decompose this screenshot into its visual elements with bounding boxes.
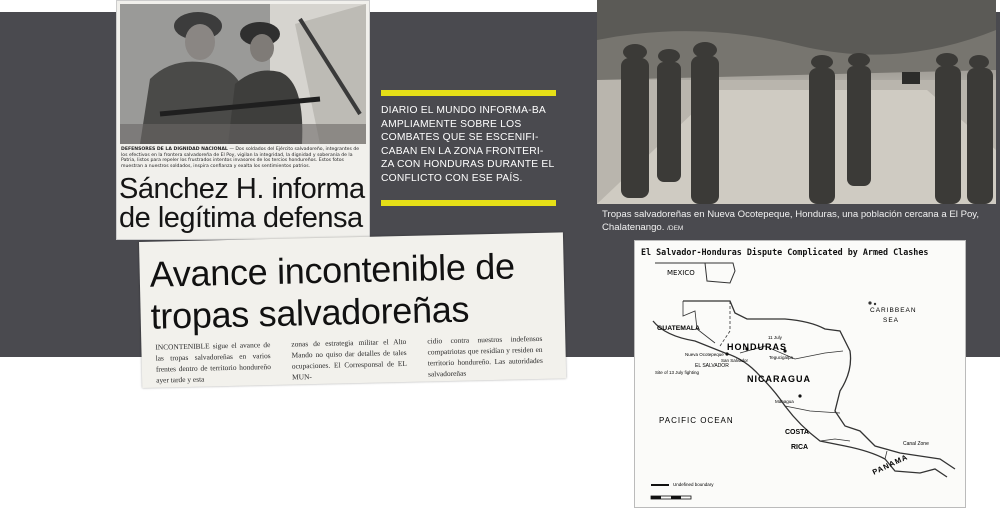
label-canal-zone: Canal Zone xyxy=(903,441,929,447)
article-column-3: cidio contra nuestros indefensos compatriotas que residían y residen en territorio hondureño. Las autoridades salvadoreñas xyxy=(427,333,543,379)
newspaper-clipping-sanchez xyxy=(116,0,370,240)
label-san-salvador: San Salvador xyxy=(721,358,749,363)
map-title: El Salvador-Honduras Dispute Complicated by Armed Clashes xyxy=(641,247,929,257)
photo-caption xyxy=(121,147,365,169)
label-panama: PANAMA xyxy=(870,452,910,477)
label-el-salvador: EL SALVADOR xyxy=(695,363,729,369)
caption-text: Tropas salvadoreñas en Nueva Ocotepeque, Honduras, una población cercana a El Poy, Chalatenango. xyxy=(602,209,980,233)
troops-photo xyxy=(597,0,996,204)
label-mexico: MEXICO xyxy=(667,269,695,277)
soldiers-photo-illustration xyxy=(120,4,366,144)
label-costa: COSTA xyxy=(785,429,809,436)
label-11-july: 11 July xyxy=(768,335,782,340)
label-caribbean: CARIBBEAN xyxy=(870,307,917,314)
headline-avance xyxy=(149,244,561,337)
troops-photo-caption xyxy=(602,208,994,235)
central-america-map xyxy=(634,240,966,508)
photo-credit: /DEM xyxy=(667,225,684,232)
headline-line-1: Avance incontenible de xyxy=(149,245,516,295)
label-rica: RICA xyxy=(791,444,809,451)
caption-title: DEFENSORES DE LA DIGNIDAD NACIONAL xyxy=(121,147,228,152)
label-pacific: PACIFIC OCEAN xyxy=(659,416,734,425)
quote-rule-bottom xyxy=(381,200,556,206)
article-column-1: INCONTENIBLE sigue el avance de las tropas salvadoreñas en varios frentes dentro de territorio hondureño ayer tarde y esta xyxy=(155,340,271,385)
newspaper-clipping-avance xyxy=(139,232,566,388)
headline-sanchez xyxy=(119,175,369,233)
troops-photo-illustration xyxy=(597,0,996,204)
label-sea: SEA xyxy=(883,317,900,324)
label-guatemala: GUATEMALA xyxy=(657,325,700,332)
label-nicaragua: NICARAGUA xyxy=(747,374,811,384)
label-ocotepeque: Nueva Ocotepeque xyxy=(685,352,724,357)
headline-line-2: tropas salvadoreñas xyxy=(150,288,470,337)
label-managua: Managua xyxy=(775,399,794,404)
headline-line-2: de legítima defensa xyxy=(119,202,363,234)
label-site-13-july: Site of 13 July fighting xyxy=(655,370,700,375)
pull-quote: DIARIO EL MUNDO INFORMA-BA AMPLIAMENTE SOBRE LOS COMBATES QUE SE ESCENIFI-CABAN EN LA ZONA FRONTERI-ZA CON HONDURAS DURANTE EL CONFLICTO CON ESE PAÍS. xyxy=(381,105,555,184)
soldiers-photo xyxy=(120,4,366,144)
article-column-2: zonas de estrategia militar el Alto Mando no quiso dar detalles de tales ocupaciones. El Corresponsal de EL MUN- xyxy=(291,336,407,382)
map-legend-label: Undefined boundary xyxy=(673,482,714,487)
label-honduras: HONDURAS xyxy=(727,342,788,352)
caption-body: — Dos soldados del Ejército salvadoreño, integrantes de los efectivos en la frontera salvadoreña de El Poy, vigilan la integridad, la dignidad y soberanía de la Patria, listos para repeler los frustrados intentos invasores de los tercios hondureños. Estos fotos muestran a nuestros soldados, inspira confianza y exalta los sentimientos patrios. xyxy=(121,147,360,169)
headline-line-1: Sánchez H. informa xyxy=(119,173,365,205)
label-tegucigalpa: Tegucigalpa xyxy=(769,355,794,360)
quote-rule-top xyxy=(381,90,556,96)
